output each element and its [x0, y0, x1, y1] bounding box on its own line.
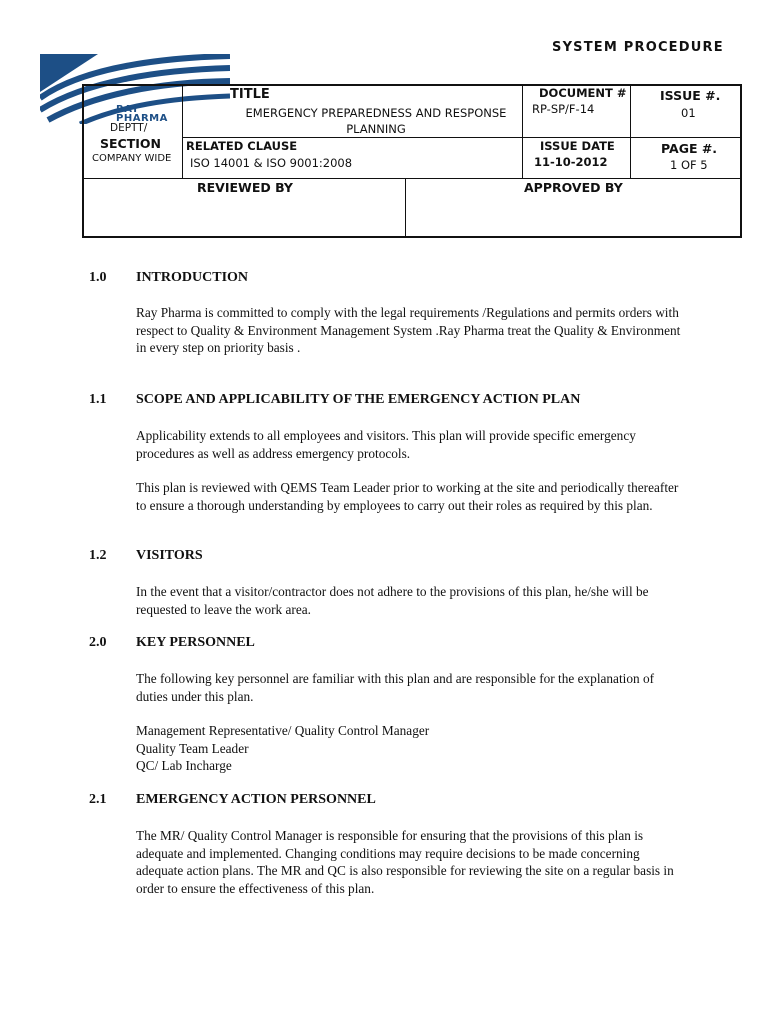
related-clause-value: ISO 14001 & ISO 9001:2008: [190, 156, 353, 170]
paragraph: The MR/ Quality Control Manager is responsible for ensuring that the provisions of this plan is adequate and implemented. Changing conditions may require decisions to be made concerning adequate action plans. The MR and QC is also responsible for reviewing the site on a regular basis in order to ensure the effectiveness of this plan.: [136, 828, 674, 896]
section-heading-scope: SCOPE AND APPLICABILITY OF THE EMERGENCY ACTION PLAN: [136, 392, 581, 407]
section-number: 2.0: [89, 635, 107, 650]
section-label: SECTION: [100, 136, 161, 151]
section-number: 1.1: [89, 392, 107, 407]
paragraph: In the event that a visitor/contractor does not adhere to the provisions of this plan, he/she will be requested to leave the work area.: [136, 584, 649, 617]
deptt-label: DEPTT/: [110, 122, 148, 134]
document-type-heading: SYSTEM PROCEDURE: [552, 40, 724, 55]
related-clause-label: RELATED CLAUSE: [186, 139, 298, 153]
issue-date-value: 11-10-2012: [534, 155, 608, 169]
document-header-table: [82, 84, 742, 238]
section-value: COMPANY WIDE: [92, 153, 172, 164]
paragraph: Ray Pharma is committed to comply with the legal requirements /Regulations and permits orders with respect to Quality & Environment Management System .Ray Pharma treat the Quality & Environment in every step on priority basis .: [136, 305, 681, 355]
section-number: 2.1: [89, 792, 107, 807]
paragraph: The following key personnel are familiar with this plan and are responsible for the explanation of duties under this plan.: [136, 671, 655, 704]
issue-date-label: ISSUE DATE: [540, 139, 615, 153]
document-number-label: DOCUMENT #: [539, 86, 627, 100]
paragraph: This plan is reviewed with QEMS Team Leader prior to working at the site and periodically thereafter to ensure a thorough understanding by employees to carry out their roles as required by this plan.: [136, 480, 679, 513]
section-heading-emergency-action-personnel: EMERGENCY ACTION PERSONNEL: [136, 792, 376, 807]
issue-number-label: ISSUE #.: [660, 88, 721, 103]
section-number: 1.0: [89, 270, 107, 285]
key-personnel-list: [136, 722, 684, 775]
list-item: QC/ Lab Incharge: [136, 758, 232, 773]
issue-number-value: 01: [681, 106, 696, 120]
section-heading-key-personnel: KEY PERSONNEL: [136, 635, 255, 650]
logo-wordmark: RAY PHARMA: [116, 104, 168, 124]
paragraph: Applicability extends to all employees and visitors. This plan will provide specific emergency procedures as well as address emergency protocols.: [136, 428, 636, 461]
title-label: TITLE: [230, 87, 270, 102]
section-heading-introduction: INTRODUCTION: [136, 270, 249, 285]
list-item: Quality Team Leader: [136, 740, 249, 756]
approved-by-label: APPROVED BY: [524, 180, 623, 195]
list-item: Management Representative/ Quality Control Manager: [136, 723, 430, 738]
page-number-label: PAGE #.: [661, 141, 718, 156]
section-number: 1.2: [89, 548, 107, 563]
reviewed-by-label: REVIEWED BY: [197, 180, 293, 195]
title-value: EMERGENCY PREPAREDNESS AND RESPONSE PLANNING: [245, 106, 507, 136]
section-heading-visitors: VISITORS: [136, 548, 203, 563]
page-number-value: 1 OF 5: [670, 158, 708, 172]
document-number-value: RP-SP/F-14: [532, 102, 595, 116]
